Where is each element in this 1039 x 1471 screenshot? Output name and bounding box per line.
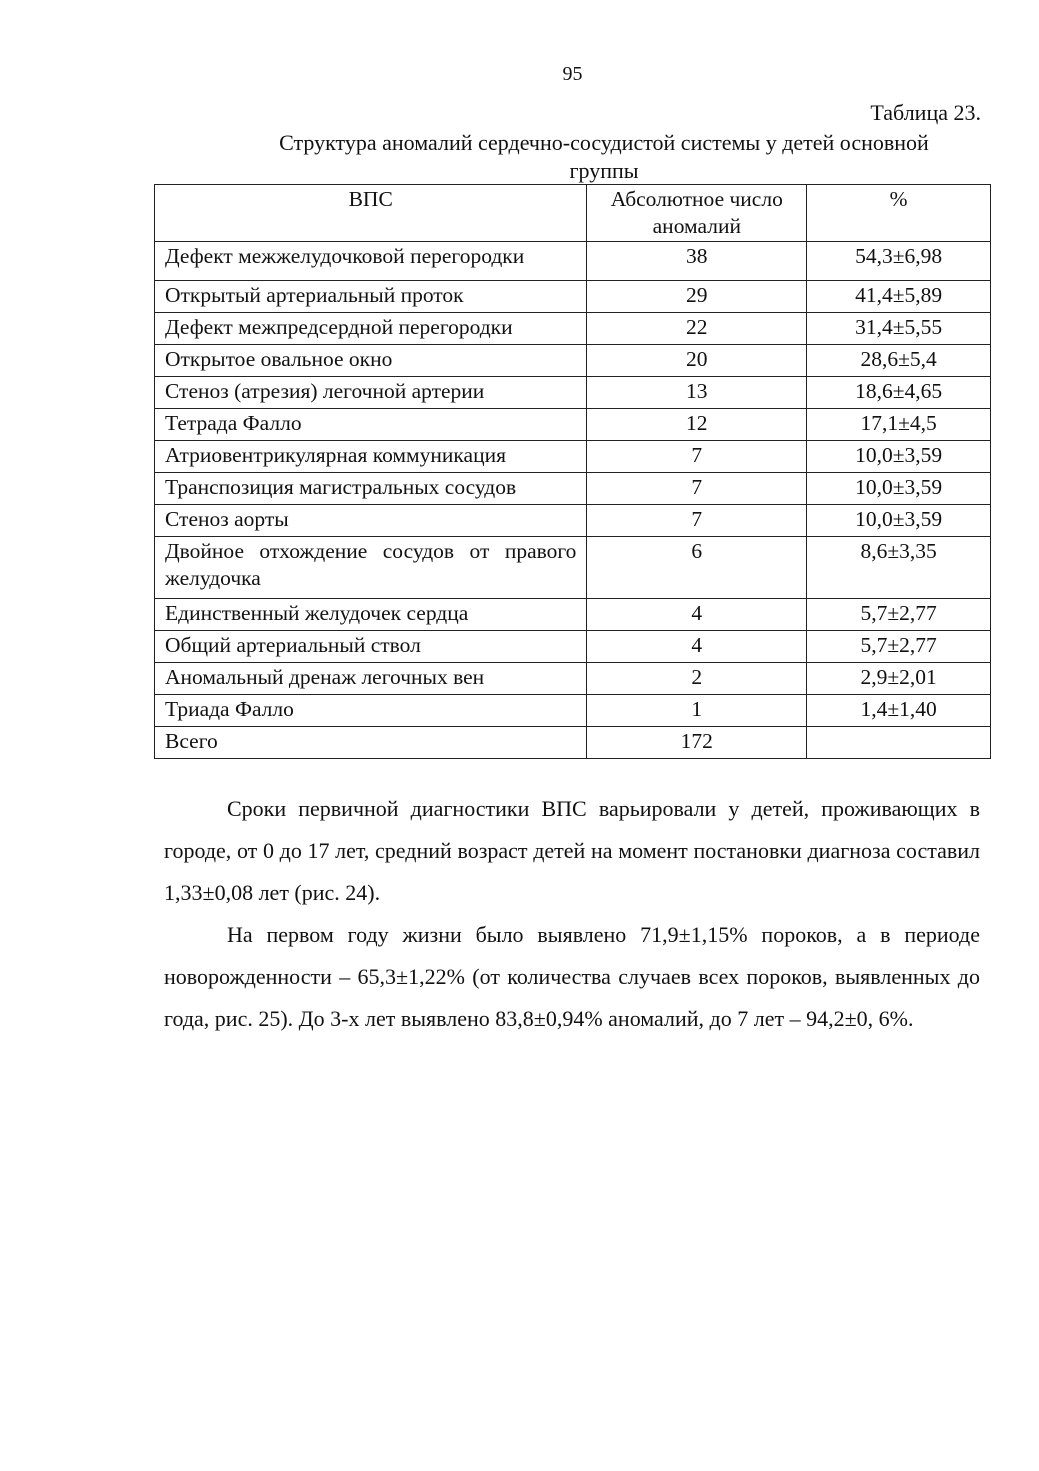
paragraph-detection-rates: На первом году жизни было выявлено 71,9±1,15% пороков, а в периоде новорожденности – 65,3±1,22% (от количества случаев всех пороков, выявленных до года, рис. 25). До 3-х лет выявлено 83,8±0,94% аномалий, до 7 лет – 94,2±0, 6%. [164,922,980,1031]
anomalies-table [154,184,991,759]
table-row [155,631,991,663]
row-percent: 28,6±5,4 [807,345,991,377]
row-percent: 1,4±1,40 [807,695,991,727]
row-percent: 31,4±5,55 [807,313,991,345]
row-count: 7 [587,473,807,505]
row-count: 12 [587,409,807,441]
row-name: Открытый артериальный проток [155,281,587,313]
row-name: Открытое овальное окно [155,345,587,377]
row-count: 4 [587,599,807,631]
table-total-row [155,727,991,759]
row-percent: 18,6±4,65 [807,377,991,409]
table-row [155,505,991,537]
row-name: Общий артериальный ствол [155,631,587,663]
row-count: 20 [587,345,807,377]
row-count: 22 [587,313,807,345]
row-name: Единственный желудочек сердца [155,599,587,631]
row-name: Дефект межпредсердной перегородки [155,313,587,345]
table-row [155,313,991,345]
row-count: 4 [587,631,807,663]
table-row [155,409,991,441]
row-percent: 2,9±2,01 [807,663,991,695]
header-absolute-count: Абсолютное число аномалий [587,185,807,242]
table-row [155,345,991,377]
row-percent: 10,0±3,59 [807,473,991,505]
table-row [155,599,991,631]
table-row [155,473,991,505]
row-name: Дефект межжелудочковой перегородки [155,242,587,281]
row-percent: 10,0±3,59 [807,441,991,473]
row-count: 38 [587,242,807,281]
row-name: Стеноз аорты [155,505,587,537]
table-header-row [155,185,991,242]
row-percent: 17,1±4,5 [807,409,991,441]
body-text [164,788,980,1040]
table-row [155,537,991,599]
table-caption [230,129,978,185]
row-percent: 10,0±3,59 [807,505,991,537]
row-count: 13 [587,377,807,409]
paragraph-diagnosis-timing: Сроки первичной диагностики ВПС варьировали у детей, проживающих в городе, от 0 до 17 лет, средний возраст детей на момент постановки диагноза составил 1,33±0,08 лет (рис. 24). [164,796,980,905]
table-caption-line-2: группы [569,158,639,183]
row-percent: 5,7±2,77 [807,599,991,631]
row-name: Транспозиция магистральных сосудов [155,473,587,505]
row-count: 1 [587,695,807,727]
row-name: Стеноз (атрезия) легочной артерии [155,377,587,409]
row-name: Аномальный дренаж легочных вен [155,663,587,695]
table-row [155,377,991,409]
table-row [155,695,991,727]
row-percent: 41,4±5,89 [807,281,991,313]
row-count: 7 [587,441,807,473]
row-count: 7 [587,505,807,537]
row-count: 2 [587,663,807,695]
total-percent [807,727,991,759]
row-count: 29 [587,281,807,313]
page-number: 95 [562,63,583,85]
header-vps: ВПС [155,185,587,242]
row-count: 6 [587,537,807,599]
total-name: Всего [155,727,587,759]
row-name: Триада Фалло [155,695,587,727]
row-percent: 5,7±2,77 [807,631,991,663]
table-label: Таблица 23. [870,100,981,125]
row-percent: 54,3±6,98 [807,242,991,281]
row-name: Тетрада Фалло [155,409,587,441]
total-count: 172 [587,727,807,759]
table-row [155,663,991,695]
table-caption-line-1: Структура аномалий сердечно-сосудистой системы у детей основной [279,130,929,155]
table-row [155,281,991,313]
header-percent: % [807,185,991,242]
row-name: Атриовентрикулярная коммуникация [155,441,587,473]
table-row [155,441,991,473]
row-name: Двойное отхождение сосудов от правого желудочка [155,537,587,599]
table-row [155,242,991,281]
row-percent: 8,6±3,35 [807,537,991,599]
